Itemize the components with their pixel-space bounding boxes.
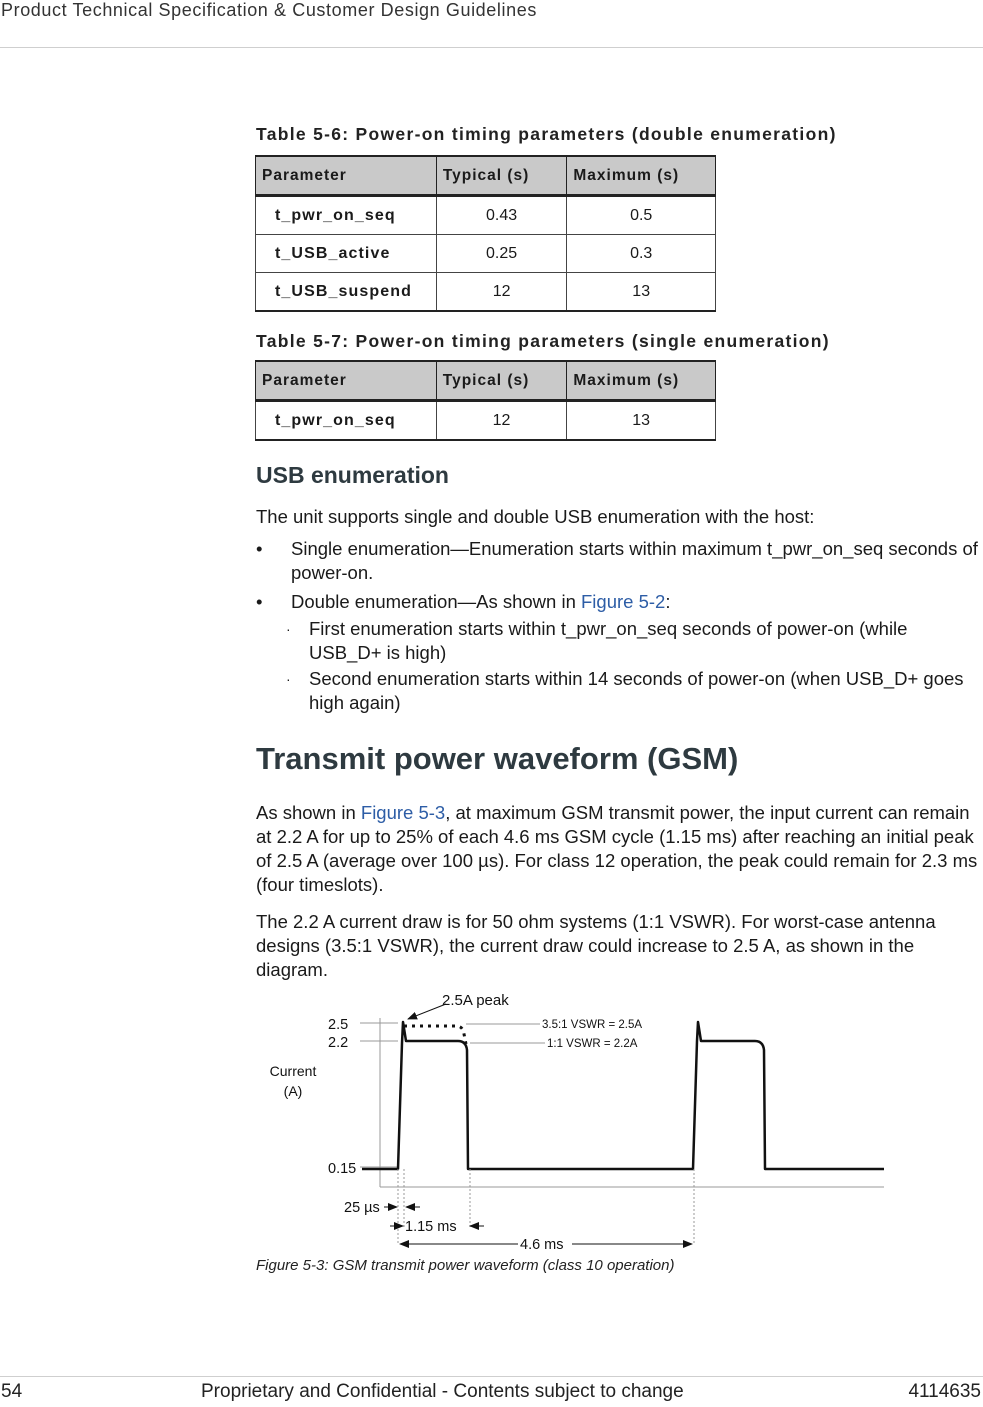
gsm-p1-pre: As shown in bbox=[256, 802, 361, 823]
document-number: 4114635 bbox=[908, 1381, 981, 1402]
table6-cell: 0.3 bbox=[567, 235, 716, 273]
y-axis-title: Current bbox=[269, 1063, 317, 1079]
y-label-2-2: 2.2 bbox=[328, 1035, 349, 1051]
y-axis-unit: (A) bbox=[283, 1083, 303, 1099]
table6-cell: 0.25 bbox=[436, 235, 567, 273]
figure-caption: Figure 5-3: GSM transmit power waveform (class 10 operation) bbox=[256, 1257, 675, 1274]
peak-arrow bbox=[408, 1004, 446, 1019]
table6-cell: 0.5 bbox=[567, 196, 716, 235]
table6-cell: t_pwr_on_seq bbox=[256, 196, 437, 235]
gsm-paragraph-1 bbox=[256, 801, 983, 897]
table7-cell: 13 bbox=[567, 401, 716, 441]
table6-cell: t_USB_suspend bbox=[256, 273, 437, 312]
sub-bullet-text: Second enumeration starts within 14 seconds of power-on (when USB_D+ goes high again) bbox=[309, 668, 964, 713]
table6-cell: t_USB_active bbox=[256, 235, 437, 273]
sub-bullet-dot: · bbox=[286, 621, 291, 637]
table-row bbox=[256, 401, 716, 441]
bullet-text bbox=[291, 590, 983, 614]
table7-header-maximum: Maximum (s) bbox=[567, 361, 716, 401]
bullet-text-pre: Double enumeration—As shown in bbox=[291, 591, 581, 612]
sub-bullet-text: First enumeration starts within t_pwr_on_seq seconds of power-on (while USB_D+ is high) bbox=[309, 618, 908, 663]
table6-header-maximum: Maximum (s) bbox=[567, 156, 716, 196]
label-1-15ms: 1.15 ms bbox=[405, 1219, 457, 1235]
table7-cell: t_pwr_on_seq bbox=[256, 401, 437, 441]
table-row bbox=[256, 196, 716, 235]
table6-caption: Table 5-6: Power-on timing parameters (double enumeration) bbox=[256, 124, 837, 144]
bullet-dot: • bbox=[256, 591, 263, 612]
table6-cell: 13 bbox=[567, 273, 716, 312]
vswr-3-5-label: 3.5:1 VSWR = 2.5A bbox=[542, 1019, 643, 1031]
peak-label: 2.5A peak bbox=[442, 992, 509, 1009]
y-label-0-15: 0.15 bbox=[328, 1161, 357, 1177]
table-row bbox=[256, 235, 716, 273]
table6-header-parameter: Parameter bbox=[256, 156, 437, 196]
table6-header-typical: Typical (s) bbox=[436, 156, 567, 196]
footer-notice: Proprietary and Confidential - Contents subject to change bbox=[201, 1381, 684, 1402]
page-header bbox=[0, 0, 983, 48]
page-footer bbox=[0, 1376, 983, 1407]
label-4-6ms: 4.6 ms bbox=[520, 1237, 564, 1250]
table7-header-parameter: Parameter bbox=[256, 361, 437, 401]
gsm-paragraph-2: The 2.2 A current draw is for 50 ohm systems (1:1 VSWR). For worst-case antenna designs (3.5:1 VSWR), the current draw could increase to 2.5 A, as shown in the diagram. bbox=[256, 911, 936, 980]
page-number: 54 bbox=[1, 1381, 23, 1402]
table6 bbox=[255, 155, 716, 312]
gsm-waveform-figure bbox=[250, 985, 890, 1250]
gsm-p1-post: , at maximum GSM transmit power, the input current can remain at 2.2 A for up to 25% of each 4.6 ms GSM cycle (1.15 ms) after reaching an initial peak of 2.5 A (average over 100 µs). For class 12 operation, the peak could remain for 2.3 ms (four timeslots). bbox=[256, 802, 978, 895]
label-25us: 25 µs bbox=[344, 1200, 380, 1216]
sub-bullet-dot: · bbox=[286, 671, 291, 687]
table7-header-typical: Typical (s) bbox=[436, 361, 567, 401]
bullet-text-post: : bbox=[665, 591, 671, 612]
vswr-1-1-label: 1:1 VSWR = 2.2A bbox=[547, 1038, 638, 1050]
table7-cell: 12 bbox=[436, 401, 567, 441]
header-title: Product Technical Specification & Customer Design Guidelines bbox=[1, 0, 537, 20]
figure-5-3-link[interactable]: Figure 5-3 bbox=[360, 802, 446, 823]
table7 bbox=[255, 360, 716, 441]
figure-5-2-link[interactable]: Figure 5-2 bbox=[581, 591, 666, 612]
table-row bbox=[256, 273, 716, 312]
table6-cell: 0.43 bbox=[436, 196, 567, 235]
bullet-text: Single enumeration—Enumeration starts within maximum t_pwr_on_seq seconds of power-on. bbox=[291, 538, 978, 583]
y-label-2-5: 2.5 bbox=[328, 1017, 349, 1033]
table6-cell: 12 bbox=[436, 273, 567, 312]
usb-enumeration-heading: USB enumeration bbox=[256, 462, 449, 488]
bullet-dot: • bbox=[256, 538, 263, 559]
usb-intro: The unit supports single and double USB enumeration with the host: bbox=[256, 506, 815, 527]
table7-caption: Table 5-7: Power-on timing parameters (single enumeration) bbox=[256, 331, 830, 351]
gsm-heading: Transmit power waveform (GSM) bbox=[256, 741, 739, 776]
